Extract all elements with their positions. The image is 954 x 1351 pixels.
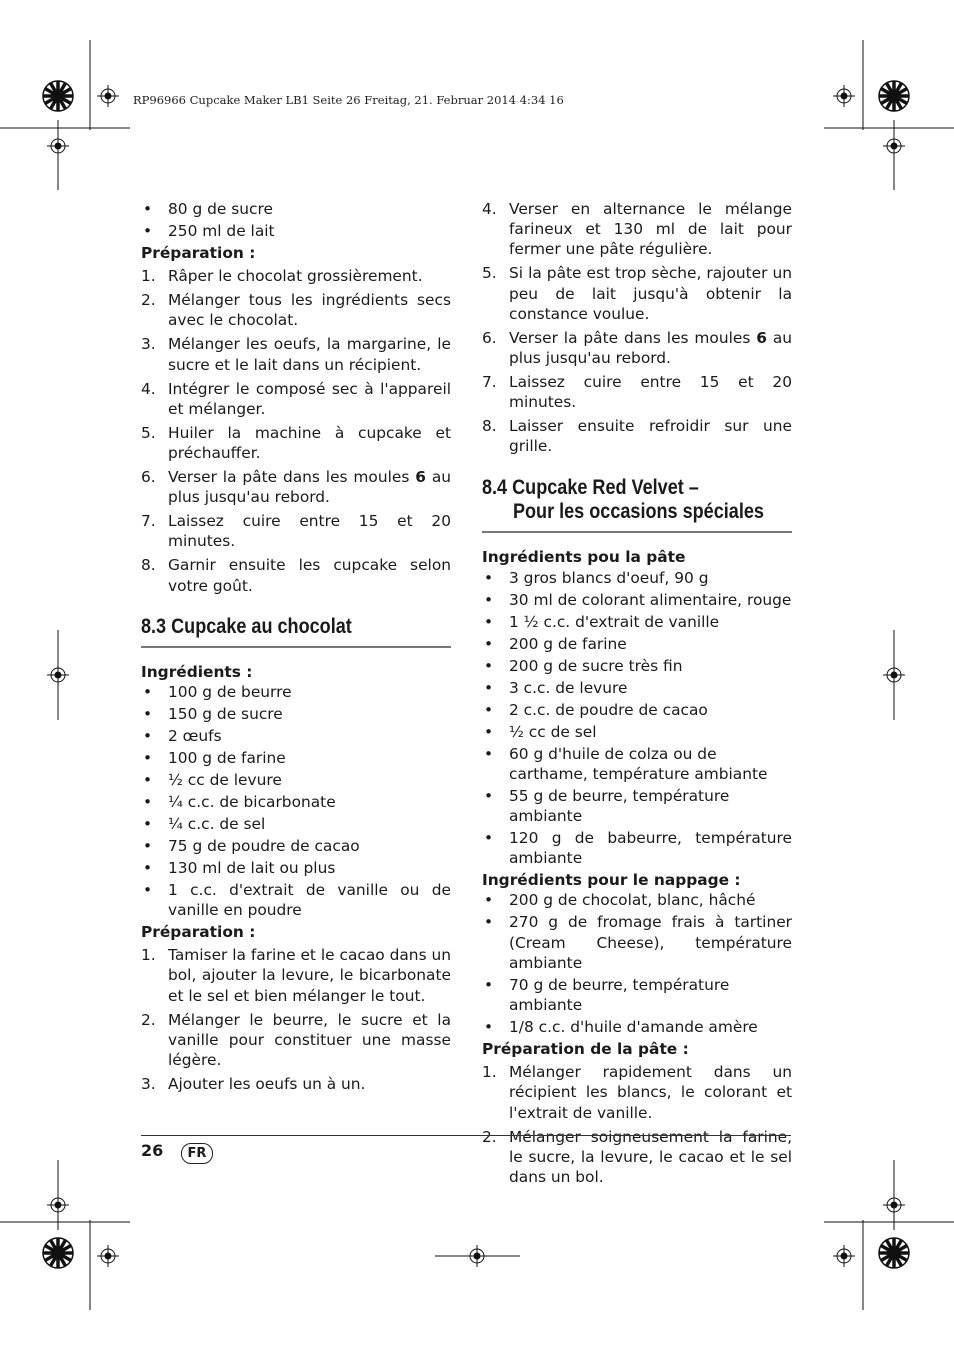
- step-item: [141, 1010, 451, 1071]
- step-number: 8.: [482, 417, 497, 436]
- step-number: 8.: [141, 556, 156, 575]
- section-divider: [482, 531, 792, 533]
- ingredient-list: [482, 890, 792, 1037]
- list-item: • ½ cc de sel: [482, 722, 792, 742]
- ingredient-list: [141, 682, 451, 920]
- step-number: 7.: [141, 512, 156, 531]
- step-item: [141, 555, 451, 595]
- section-title: 8.3 Cupcake au chocolat: [141, 614, 352, 638]
- list-item: • ¼ c.c. de bicarbonate: [141, 792, 451, 812]
- step-item: [141, 423, 451, 463]
- step-item: [141, 334, 451, 374]
- preparation-steps: [141, 945, 451, 1094]
- step-item: [482, 199, 792, 260]
- preparation-label: Préparation de la pâte :: [482, 1040, 689, 1059]
- step-text: Laisser ensuite refroidir sur une grille.: [509, 417, 792, 456]
- step-number: 4.: [482, 200, 497, 218]
- list-item: • ½ cc de levure: [141, 770, 451, 790]
- step-text: Verser la pâte dans les moules: [509, 328, 757, 347]
- step-number: 3.: [141, 335, 156, 354]
- step-item: [482, 263, 792, 324]
- preparation-steps-cont: [482, 199, 792, 457]
- list-item: • 30 ml de colorant alimentaire, rouge: [482, 590, 792, 610]
- step-item: [141, 379, 451, 419]
- page-number: 26: [141, 1141, 164, 1160]
- left-column: [141, 199, 451, 1098]
- step-text: Intégrer le composé sec à l'appareil et mélanger.: [168, 379, 451, 418]
- list-item: • 75 g de poudre de cacao: [141, 836, 451, 856]
- list-item: • 1 ½ c.c. d'extrait de vanille: [482, 612, 792, 632]
- section-divider: [141, 646, 451, 648]
- step-text: Mélanger soigneusement la farine, le sucre, la levure, le cacao et le sel dans un bol.: [509, 1127, 792, 1187]
- step-number: 7.: [482, 373, 497, 392]
- ingredient-list-cont: [141, 199, 451, 241]
- step-number: 1.: [141, 946, 156, 965]
- preparation-label: Préparation :: [141, 244, 256, 262]
- list-item: • 200 g de chocolat, blanc, hâché: [482, 890, 792, 910]
- list-item: • 1/8 c.c. d'huile d'amande amère: [482, 1017, 792, 1037]
- list-item: • 3 gros blancs d'oeuf, 90 g: [482, 568, 792, 588]
- step-item: [141, 511, 451, 551]
- step-number: 2.: [482, 1127, 497, 1146]
- step-text: Tamiser la farine et le cacao dans un bol, ajouter la levure, le bicarbonate et le sel et bien mélanger le tout.: [168, 946, 451, 1005]
- step-number: 1.: [482, 1063, 497, 1082]
- step-text: Ajouter les oeufs un à un.: [168, 1075, 366, 1094]
- list-item: • 80 g de sucre: [141, 199, 451, 219]
- step-item: [482, 372, 792, 412]
- step-number: 3.: [141, 1075, 156, 1094]
- step-text: Mélanger les oeufs, la margarine, le sucre et le lait dans un récipient.: [168, 335, 451, 374]
- list-item: • 150 g de sucre: [141, 704, 451, 724]
- step-text: Garnir ensuite les cupcake selon votre goût.: [168, 556, 451, 595]
- step-item: [482, 416, 792, 456]
- step-text: Mélanger le beurre, le sucre et la vanille pour constituer une masse légère.: [168, 1010, 451, 1070]
- list-item: • 3 c.c. de levure: [482, 678, 792, 698]
- preparation-steps: [482, 1062, 792, 1187]
- step-item: [141, 1074, 451, 1094]
- list-item: • ¼ c.c. de sel: [141, 814, 451, 834]
- list-item: • 2 c.c. de poudre de cacao: [482, 700, 792, 720]
- step-number: 6.: [482, 328, 497, 347]
- language-badge: FR: [181, 1143, 213, 1164]
- mold-reference-number: 6: [756, 328, 767, 347]
- step-text: Mélanger tous les ingrédients secs avec le chocolat.: [168, 291, 451, 330]
- step-number: 1.: [141, 267, 156, 286]
- step-text: Huiler la machine à cupcake et préchauffer.: [168, 423, 451, 463]
- step-item: [141, 945, 451, 1006]
- step-text: au plus jusqu'au rebord.: [168, 468, 452, 507]
- right-column: [482, 199, 792, 1191]
- section-title-line1: 8.4 Cupcake Red Velvet –: [482, 476, 699, 500]
- list-item: • 55 g de beurre, température ambiante: [482, 786, 792, 826]
- step-item: [141, 467, 451, 507]
- list-item: • 250 ml de lait: [141, 221, 451, 241]
- preparation-steps: [141, 266, 451, 596]
- list-item: • 200 g de sucre très fin: [482, 656, 792, 676]
- step-number: 5.: [141, 423, 156, 442]
- list-item: • 130 ml de lait ou plus: [141, 858, 451, 878]
- step-number: 2.: [141, 291, 156, 310]
- ingredient-list: [482, 568, 792, 869]
- step-text: Verser la pâte dans les moules: [168, 468, 416, 487]
- mold-reference-number: 6: [415, 468, 426, 487]
- ingredients-label: Ingrédients pour le nappage :: [482, 871, 741, 890]
- step-number: 4.: [141, 379, 156, 398]
- step-item: [141, 266, 451, 286]
- step-number: 2.: [141, 1010, 156, 1029]
- list-item: • 100 g de beurre: [141, 682, 451, 702]
- list-item: • 1 c.c. d'extrait de vanille ou de vanille en poudre: [141, 880, 451, 920]
- footer-divider: [141, 1135, 791, 1136]
- step-text: Verser en alternance le mélange farineux et 130 ml de lait pour fermer une pâte régulière.: [509, 200, 792, 259]
- step-text: au plus jusqu'au rebord.: [509, 328, 793, 368]
- ingredients-label: Ingrédients :: [141, 662, 253, 681]
- list-item: • 70 g de beurre, température ambiante: [482, 975, 792, 1015]
- step-text: Laissez cuire entre 15 et 20 minutes.: [168, 512, 451, 551]
- print-header: RP96966 Cupcake Maker LB1 Seite 26 Freitag, 21. Februar 2014 4:34 16: [133, 93, 564, 107]
- step-text: Si la pâte est trop sèche, rajouter un peu de lait jusqu'à obtenir la constance voulue.: [509, 264, 792, 323]
- step-item: [482, 328, 792, 368]
- step-item: [482, 1062, 792, 1123]
- list-item: • 60 g d'huile de colza ou de carthame, température ambiante: [482, 744, 792, 784]
- list-item: • 270 g de fromage frais à tartiner (Cream Cheese), température ambiante: [482, 912, 792, 973]
- ingredients-label: Ingrédients pou la pâte: [482, 548, 686, 567]
- list-item: • 2 œufs: [141, 726, 451, 746]
- step-text: Mélanger rapidement dans un récipient les blancs, le colorant et l'extrait de vanille.: [509, 1063, 792, 1122]
- section-title: [482, 476, 764, 524]
- preparation-label: Préparation :: [141, 923, 256, 942]
- section-title-line2: Pour les occasions spéciales: [512, 500, 764, 524]
- list-item: • 200 g de farine: [482, 634, 792, 654]
- step-item: [141, 290, 451, 330]
- step-text: Laissez cuire entre 15 et 20 minutes.: [509, 373, 792, 412]
- step-number: 5.: [482, 264, 497, 283]
- list-item: • 120 g de babeurre, température ambiante: [482, 828, 792, 868]
- step-text: Râper le chocolat grossièrement.: [168, 267, 423, 286]
- list-item: • 100 g de farine: [141, 748, 451, 768]
- step-number: 6.: [141, 468, 156, 487]
